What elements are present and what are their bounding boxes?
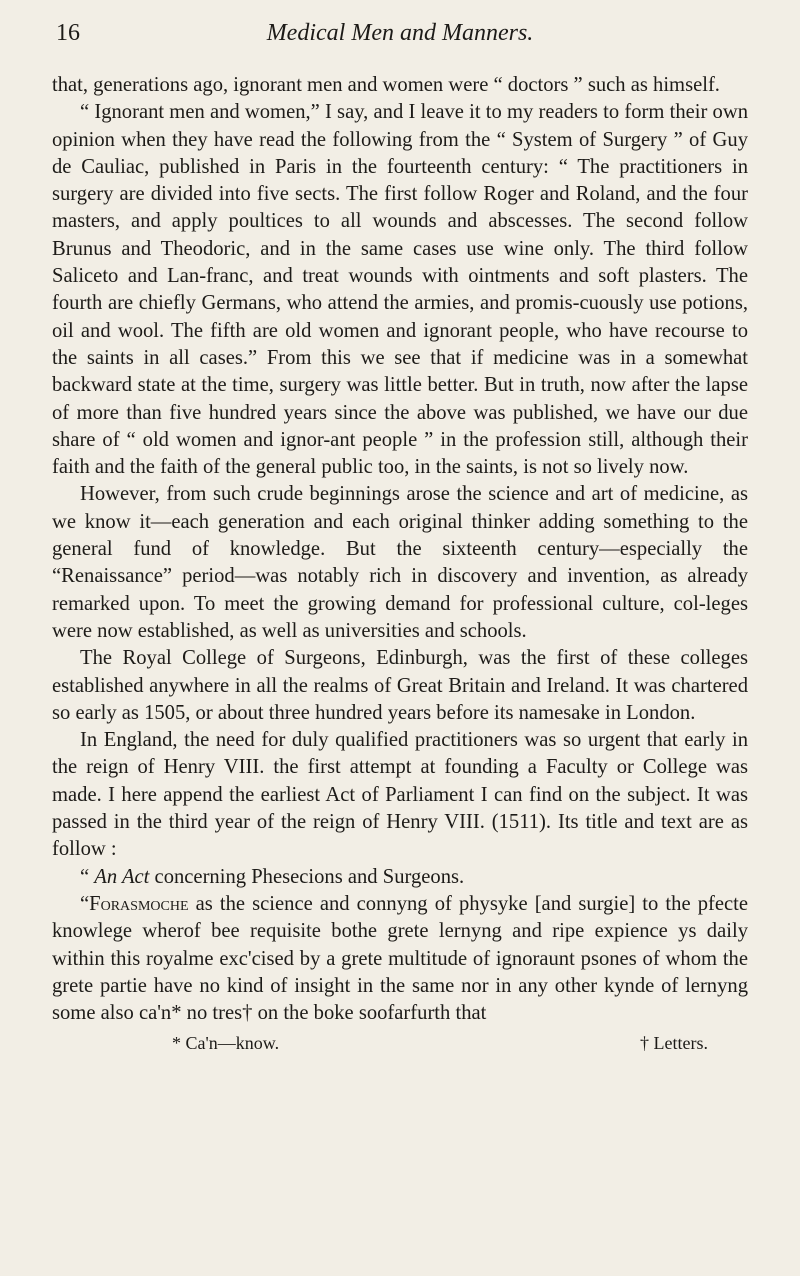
- paragraph: that, generations ago, ignorant men and women were “ doctors ” such as himself.: [52, 74, 720, 96]
- act-text-body: as the science and connyng of physyke [and surgie] to the pfecte knowlege wherof bee requisite bothe grete lernyng and ripe expience ys daily within this royalme exc'cised by a grete multitude of ignoraunt psones of whom the grete partie have no kind of insight in the same nor in any other kynde of lernyng some also ca'n* no tres† on the boke soofarfurth that: [52, 892, 748, 1025]
- page-header: [52, 20, 748, 58]
- body-text: [52, 72, 748, 1027]
- footnote-star: * Ca'n—know.: [172, 1033, 280, 1054]
- paragraph: The Royal College of Surgeons, Edinburgh, was the first of these colleges established anywhere in all the realms of Great Britain and Ireland. It was chartered so early as 1505, or about three hundred years before its namesake in London.: [52, 647, 748, 724]
- paragraph: However, from such crude beginnings arose the science and art of medicine, as we know it—each generation and each original thinker adding something to the general fund of knowledge. But the sixteenth century—especially the “Renaissance” period—was notably rich in discovery and invention, as already remarked upon. To meet the growing demand for professional culture, col-leges were now established, as well as universities and schools.: [52, 483, 748, 642]
- running-title: Medical Men and Manners.: [266, 20, 534, 46]
- page-number: 16: [56, 20, 80, 46]
- act-opening-word: Forasmoche: [89, 892, 189, 915]
- paragraph: “ Ignorant men and women,” I say, and I leave it to my readers to form their own opinion when they have read the following from the “ System of Surgery ” of Guy de Cauliac, published in Paris in the fourteenth century: “ The practitioners in surgery are divided into five sects. The first follow Roger and Roland, and the four masters, and apply poultices to all wounds and abscesses. The second follow Brunus and Theodoric, and in the same cases use wine only. The third follow Saliceto and Lan-franc, and treat wounds with ointments and soft plasters. The fourth are chiefly Germans, who attend the armies, and promis-cuously use potions, oil and wool. The fifth are old women and ignorant people, who have recourse to the saints in all cases.” From this we see that if medicine was in a somewhat backward state at the time, surgery was little better. But in truth, now after the lapse of more than five hundred years since the above was published, we have our due share of “ old women and ignor-ant people ” in the profession still, although their faith and the faith of the general public too, in the saints, is not so lively now.: [52, 101, 748, 479]
- quote-open: “: [80, 892, 90, 915]
- act-title-italic: An Act: [94, 865, 150, 888]
- act-text: [52, 891, 748, 1027]
- act-title: [52, 864, 748, 891]
- paragraph: In England, the need for duly qualified practitioners was so urgent that early in the reign of Henry VIII. the first attempt at founding a Faculty or College was made. I here append the earliest Act of Parliament I can find on the subject. It was passed in the third year of the reign of Henry VIII. (1511). Its title and text are as follow :: [52, 729, 748, 861]
- footnotes: [52, 1027, 748, 1054]
- act-title-rest: concerning Phesecions and Surgeons.: [149, 865, 465, 888]
- quote-open: “: [80, 865, 95, 888]
- footnote-dagger: † Letters.: [640, 1033, 708, 1054]
